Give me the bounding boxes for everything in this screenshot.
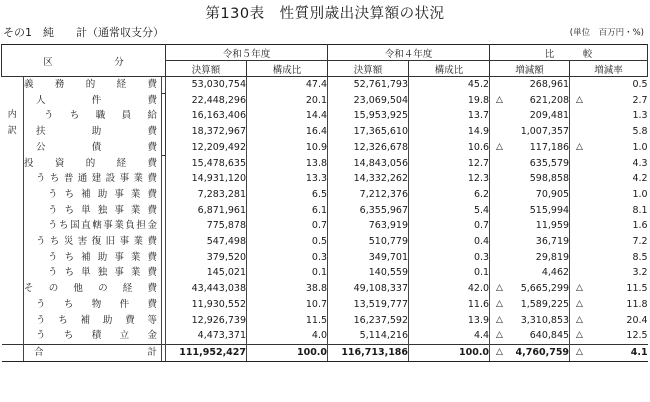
table-row [2,140,648,156]
r5-amount: 145,021 [166,265,247,281]
side-label-cell: 訳 [7,126,17,137]
r5-ratio: 10.7 [247,297,328,313]
diff-rate [570,234,648,250]
r4-amount: 23,069,504 [328,93,409,109]
r4-amount: 6,355,967 [328,203,409,219]
diff-value: 11,959 [535,220,570,232]
r4-ratio: 12.3 [409,171,490,187]
row-label: うち国直轄事業負担金 [24,218,162,234]
rate-value: 7.2 [632,236,648,248]
r4-amount: 49,108,337 [328,281,409,297]
header-r4-kessan: 決算額 [328,61,409,77]
table-row [2,297,648,313]
negative-mark: △ [576,94,583,105]
r4-ratio: 14.9 [409,124,490,140]
negative-mark: △ [496,141,503,152]
row-label: 合計 [24,344,162,361]
diff-amount [490,171,570,187]
r5-ratio: 0.5 [247,234,328,250]
r4-amount: 5,114,216 [328,328,409,344]
header-r4: 令和４年度 [328,45,490,61]
rate-value: 11.5 [626,283,648,295]
r5-amount: 16,163,406 [166,108,247,124]
r4-ratio: 13.7 [409,108,490,124]
side-label-cell [2,203,24,219]
r4-ratio: 11.6 [409,297,490,313]
r4-amount: 14,332,262 [328,171,409,187]
side-label-cell [2,265,24,281]
table-row [2,77,648,93]
negative-mark: △ [496,283,503,294]
header-r5-kosei: 構成比 [247,61,328,77]
diff-value: 598,858 [529,173,570,185]
diff-rate [570,140,648,156]
table-row [2,93,648,109]
diff-rate [570,265,648,281]
negative-mark: △ [576,314,583,325]
rate-value: 5.8 [632,126,648,138]
r5-ratio: 47.4 [247,77,328,93]
diff-rate [570,77,648,93]
header-row-1 [2,45,648,61]
diff-rate [570,124,648,140]
negative-mark: △ [576,330,583,341]
table-title: 第130表 性質別歳出決算額の状況 [205,6,445,22]
header-r5-kessan: 決算額 [166,61,247,77]
diff-amount [490,297,570,313]
r4-ratio: 45.2 [409,77,490,93]
diff-value: 4,760,759 [515,346,570,358]
r4-amount: 349,701 [328,250,409,266]
r5-amount: 12,209,492 [166,140,247,156]
diff-amount [490,187,570,203]
diff-value: 5,665,299 [520,283,570,295]
r5-amount: 547,498 [166,234,247,250]
r5-ratio: 4.0 [247,328,328,344]
r5-amount: 53,030,754 [166,77,247,93]
r5-ratio: 0.3 [247,250,328,266]
table-row [2,187,648,203]
header-r4-kosei: 構成比 [409,61,490,77]
side-label-cell [2,187,24,203]
side-label-cell [2,93,24,109]
row-label: うち補助事業費 [24,187,162,203]
table-subtitle: その1 純 計（通常収支分） [3,26,164,39]
negative-mark: △ [496,298,503,309]
r4-amount: 17,365,610 [328,124,409,140]
diff-amount [490,265,570,281]
r4-ratio: 19.8 [409,93,490,109]
diff-value: 36,719 [535,236,570,248]
diff-value: 621,208 [529,94,570,106]
diff-amount [490,203,570,219]
rate-value: 4.3 [632,157,648,169]
r5-ratio: 14.4 [247,108,328,124]
r4-amount: 140,559 [328,265,409,281]
rate-value: 3.2 [632,267,648,279]
r5-amount: 18,372,967 [166,124,247,140]
rate-value: 1.6 [632,220,648,232]
r5-ratio: 10.9 [247,140,328,156]
diff-value: 640,845 [529,330,570,342]
side-label-cell [2,77,24,93]
side-label-cell [2,140,24,156]
r4-amount: 13,519,777 [328,297,409,313]
rate-value: 4.1 [630,346,648,358]
row-label: うち物件費 [24,297,162,313]
r4-amount: 16,237,592 [328,313,409,329]
rate-value: 2.7 [632,94,648,106]
rate-value: 11.8 [626,298,648,310]
row-label: うち職員給 [24,108,162,124]
r4-amount: 763,919 [328,218,409,234]
diff-value: 70,905 [535,188,570,200]
diff-value: 3,310,853 [520,314,570,326]
diff-rate [570,281,648,297]
side-label-cell [2,156,24,172]
rate-value: 1.3 [632,110,648,122]
unit-note: (単位 百万円・%) [569,28,644,38]
side-label-cell [2,234,24,250]
row-label: 人件費 [24,93,162,109]
diff-rate [570,313,648,329]
rate-value: 20.4 [626,314,648,326]
rate-value: 0.5 [632,79,648,90]
negative-mark: △ [496,314,503,325]
row-label: 義務的経費 [24,77,162,93]
row-label: 公債費 [24,140,162,156]
negative-mark: △ [576,298,583,309]
row-label: うち単独事業費 [24,265,162,281]
r5-ratio: 13.3 [247,171,328,187]
r5-ratio: 20.1 [247,93,328,109]
negative-mark: △ [576,141,583,152]
r5-ratio: 38.8 [247,281,328,297]
r5-ratio: 100.0 [247,344,328,361]
diff-value: 4,462 [541,267,570,279]
row-label: 扶助費 [24,124,162,140]
diff-amount [490,218,570,234]
r5-amount: 22,448,296 [166,93,247,109]
diff-rate [570,297,648,313]
table-row [2,328,648,344]
r5-amount: 14,931,120 [166,171,247,187]
diff-value: 268,961 [529,79,570,90]
diff-value: 29,819 [535,251,570,263]
diff-amount [490,344,570,361]
diff-value: 635,579 [529,157,570,169]
table-row [2,265,648,281]
r4-ratio: 0.4 [409,234,490,250]
r4-amount: 15,953,925 [328,108,409,124]
table-row [2,218,648,234]
rate-value: 12.5 [626,330,648,342]
row-label: うち普通建設事業費 [24,171,162,187]
rate-value: 8.5 [632,251,648,263]
r5-amount: 15,478,635 [166,156,247,172]
side-label-cell [2,281,24,297]
table-row [2,203,648,219]
table-row [2,281,648,297]
r5-amount: 6,871,961 [166,203,247,219]
row-label: うち補助事業費 [24,250,162,266]
r4-ratio: 0.1 [409,265,490,281]
negative-mark: △ [576,283,583,294]
r5-ratio: 0.1 [247,265,328,281]
side-label-cell [2,218,24,234]
r4-amount: 12,326,678 [328,140,409,156]
diff-amount [490,250,570,266]
r4-ratio: 4.4 [409,328,490,344]
negative-mark: △ [496,330,503,341]
diff-amount [490,140,570,156]
r4-ratio: 42.0 [409,281,490,297]
table-row [2,124,648,140]
header-zogen: 増減額 [490,61,570,77]
table-row [2,250,648,266]
side-label-cell [2,344,24,361]
diff-value: 1,007,357 [520,126,570,138]
r5-amount: 12,926,739 [166,313,247,329]
table-row [2,171,648,187]
diff-rate [570,187,648,203]
rate-value: 4.2 [632,173,648,185]
r4-ratio: 0.3 [409,250,490,266]
row-label: うち災害復旧事業費 [24,234,162,250]
r5-amount: 43,443,038 [166,281,247,297]
r5-amount: 379,520 [166,250,247,266]
row-label: うち単独事業費 [24,203,162,219]
negative-mark: △ [496,94,503,105]
diff-amount [490,77,570,93]
diff-value: 1,589,225 [520,298,570,310]
r5-ratio: 0.7 [247,218,328,234]
diff-amount [490,124,570,140]
table-row [2,156,648,172]
diff-amount [490,234,570,250]
diff-amount [490,328,570,344]
r5-ratio: 11.5 [247,313,328,329]
diff-amount [490,93,570,109]
r5-amount: 111,952,427 [166,344,247,361]
r4-ratio: 0.7 [409,218,490,234]
side-label-cell [2,250,24,266]
header-kubun: 区 分 [2,45,166,77]
row-label: うち補助費等 [24,313,162,329]
row-label: 投資的経費 [24,156,162,172]
diff-rate [570,93,648,109]
row-label: その他の経費 [24,281,162,297]
r5-amount: 775,878 [166,218,247,234]
rate-value: 8.1 [632,204,648,216]
r4-ratio: 12.7 [409,156,490,172]
diff-rate [570,203,648,219]
r4-amount: 510,779 [328,234,409,250]
diff-value: 209,481 [529,110,570,122]
side-label-cell: 内 [7,110,17,121]
diff-rate [570,218,648,234]
r5-ratio: 6.5 [247,187,328,203]
r5-amount: 11,930,552 [166,297,247,313]
r4-ratio: 100.0 [409,344,490,361]
side-label-cell [2,313,24,329]
diff-value: 515,994 [529,204,570,216]
header-zogenritsu: 増減率 [570,61,648,77]
negative-mark: △ [576,346,583,357]
table-row [2,108,648,124]
r4-ratio: 6.2 [409,187,490,203]
r5-ratio: 16.4 [247,124,328,140]
expenditure-table [1,44,648,362]
row-label: うち積立金 [24,328,162,344]
table-row [2,234,648,250]
diff-amount [490,313,570,329]
negative-mark: △ [496,346,503,357]
rate-value: 1.0 [632,141,648,153]
diff-rate [570,156,648,172]
diff-rate [570,250,648,266]
table-row [2,344,648,361]
side-label-cell [2,171,24,187]
r4-amount: 14,843,056 [328,156,409,172]
header-r5: 令和５年度 [166,45,328,61]
diff-amount [490,281,570,297]
r4-amount: 116,713,186 [328,344,409,361]
diff-value: 117,186 [529,141,570,153]
header-hikaku: 比 較 [490,45,648,61]
r5-amount: 4,473,371 [166,328,247,344]
r4-ratio: 13.9 [409,313,490,329]
diff-rate [570,171,648,187]
table-row [2,313,648,329]
diff-amount [490,156,570,172]
r5-ratio: 13.8 [247,156,328,172]
diff-amount [490,108,570,124]
diff-rate [570,108,648,124]
table-body [2,77,648,362]
r4-ratio: 10.6 [409,140,490,156]
rate-value: 1.0 [632,188,648,200]
r5-amount: 7,283,281 [166,187,247,203]
r4-amount: 52,761,793 [328,77,409,93]
r5-ratio: 6.1 [247,203,328,219]
r4-ratio: 5.4 [409,203,490,219]
diff-rate [570,328,648,344]
side-label-cell [2,328,24,344]
diff-rate [570,344,648,361]
r4-amount: 7,212,376 [328,187,409,203]
side-label-cell [2,297,24,313]
